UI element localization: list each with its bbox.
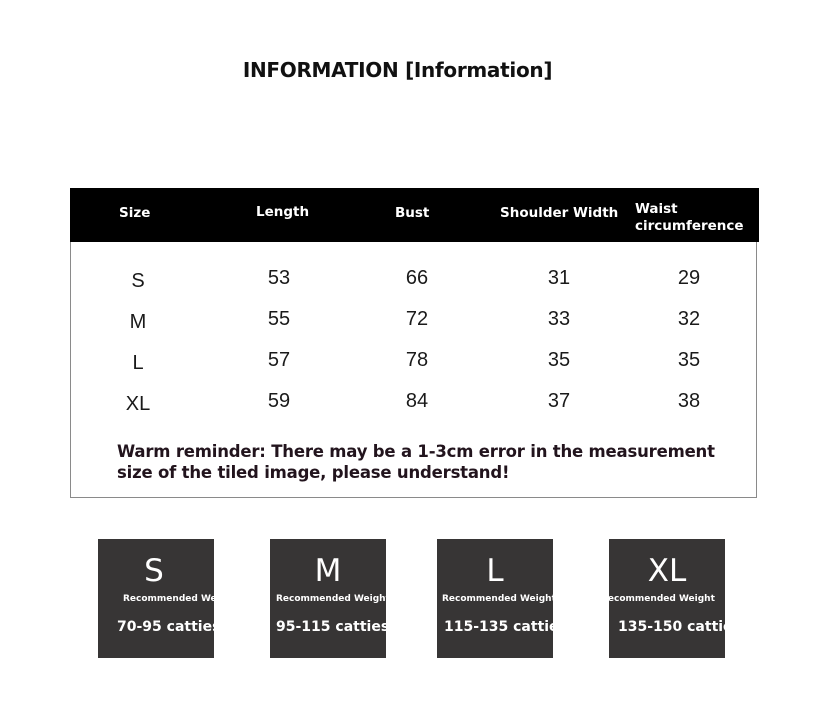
cell-bust: 78 [405, 349, 429, 371]
cell-waist: 29 [677, 267, 701, 289]
cell-size: M [129, 311, 147, 333]
cell-length: 55 [267, 308, 291, 330]
cell-bust: 72 [405, 308, 429, 330]
card-recommended-label: Recommended Weight [123, 594, 237, 604]
cell-waist: 38 [677, 390, 701, 412]
cell-waist: 35 [677, 349, 701, 371]
cell-length: 57 [267, 349, 291, 371]
cell-size: S [131, 270, 145, 292]
card-weight-range: 95-115 catties [276, 619, 390, 635]
size-card-l [437, 539, 567, 658]
cell-shoulder: 31 [547, 267, 571, 289]
header-waist-circumference [635, 201, 744, 235]
card-weight-range: 115-135 catties [444, 619, 567, 635]
card-size-label: S [144, 553, 164, 589]
reminder-line2: size of the tiled image, please understand! [117, 463, 510, 482]
warm-reminder [117, 441, 717, 483]
cell-waist: 32 [677, 308, 701, 330]
header-shoulder-width: Shoulder Width [500, 205, 619, 221]
size-table [70, 188, 757, 498]
card-size-label: XL [647, 553, 687, 589]
card-weight-range: 135-150 catties [618, 619, 741, 635]
cell-shoulder: 33 [547, 308, 571, 330]
header-waist-line2: circumference [635, 218, 744, 234]
size-card-xl [601, 539, 741, 658]
header-bust: Bust [395, 205, 430, 221]
card-weight-range: 70-95 catties [117, 619, 221, 635]
header-size: Size [119, 205, 151, 221]
cell-size: XL [125, 393, 151, 415]
reminder-line1: Warm reminder: There may be a 1-3cm error in the measurement [117, 442, 715, 461]
cell-bust: 66 [405, 267, 429, 289]
header-waist-line1: Waist [635, 201, 678, 217]
card-recommended-label: Recommended Weight [442, 594, 556, 604]
cell-size: L [132, 352, 144, 374]
cell-shoulder: 35 [547, 349, 571, 371]
card-recommended-label: Recommended Weight [276, 594, 390, 604]
card-size-label: L [486, 553, 504, 589]
cell-shoulder: 37 [547, 390, 571, 412]
page-title: INFORMATION [Information] [242, 58, 553, 82]
card-size-label: M [314, 553, 342, 589]
cell-length: 53 [267, 267, 291, 289]
size-card-s [98, 539, 237, 658]
header-length: Length [256, 204, 310, 220]
card-recommended-label: Recommended Weight [601, 594, 715, 604]
cell-bust: 84 [405, 390, 429, 412]
size-card-m [270, 539, 390, 658]
cell-length: 59 [267, 390, 291, 412]
table-header-row [70, 188, 759, 242]
